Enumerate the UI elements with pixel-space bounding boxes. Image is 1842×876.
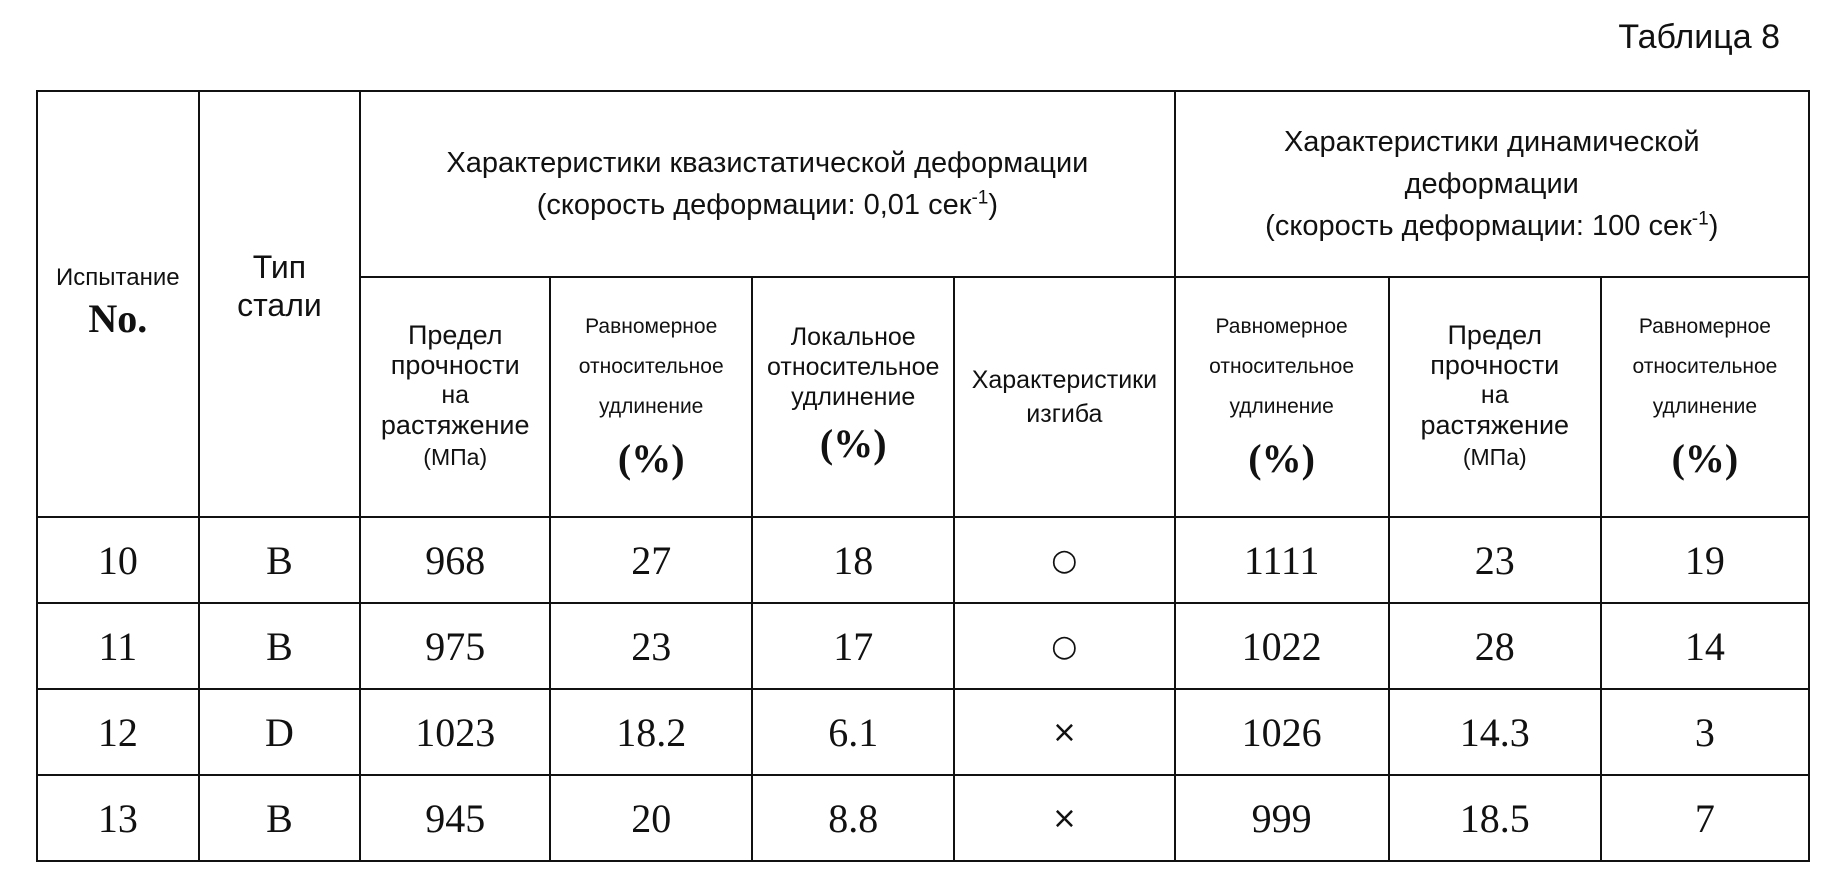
d-uniform1-l2: относительное: [1209, 355, 1355, 378]
cell-steel-type: B: [199, 775, 361, 861]
d-uniform2-l2: относительное: [1632, 355, 1778, 378]
cell-bend: ×: [954, 775, 1174, 861]
d-uniform2-unit: (%): [1671, 436, 1739, 481]
cell-test-no: 13: [37, 775, 199, 861]
cell-bend: ○: [954, 517, 1174, 603]
dynamic-close: ): [1708, 210, 1719, 242]
cell-test-no: 11: [37, 603, 199, 689]
q-tensile-l3: на: [441, 381, 470, 409]
quasistatic-close: ): [988, 189, 999, 221]
header-q-tensile: [360, 277, 550, 517]
cell-q-uniform: 20: [550, 775, 752, 861]
header-dynamic-group: [1175, 91, 1809, 277]
cell-q-local: 6.1: [752, 689, 954, 775]
cell-q-local: 17: [752, 603, 954, 689]
q-local-l1: Локальное: [790, 323, 916, 351]
cell-q-uniform: 18.2: [550, 689, 752, 775]
q-tensile-unit: (МПа): [423, 444, 488, 470]
header-q-local: [752, 277, 954, 517]
cell-q-tensile: 968: [360, 517, 550, 603]
q-uniform-l2: относительное: [578, 355, 724, 378]
cell-q-tensile: 975: [360, 603, 550, 689]
header-d-uniform2: [1601, 277, 1809, 517]
cell-d-uniform2: 14: [1601, 603, 1809, 689]
cell-d-uniform1: 1111: [1175, 517, 1389, 603]
q-bend-l1: Характеристики: [971, 366, 1158, 394]
dynamic-title-line1: Характеристики динамической: [1283, 126, 1700, 158]
cell-steel-type: B: [199, 517, 361, 603]
q-local-l2: относительное: [767, 353, 940, 381]
header-q-uniform: [550, 277, 752, 517]
cell-d-tensile: 28: [1389, 603, 1601, 689]
d-tensile-l2: прочности: [1430, 350, 1560, 380]
table-row: [37, 775, 1809, 861]
cell-q-local: 8.8: [752, 775, 954, 861]
table-row: [37, 603, 1809, 689]
cell-d-tensile: 14.3: [1389, 689, 1601, 775]
cell-d-uniform2: 3: [1601, 689, 1809, 775]
header-row-group: [37, 91, 1809, 277]
steel-type-line2: стали: [237, 287, 322, 323]
dynamic-title-line3: [1176, 205, 1808, 247]
cell-q-tensile: 1023: [360, 689, 550, 775]
q-bend-l2: изгиба: [1026, 400, 1103, 428]
q-tensile-l2: прочности: [390, 350, 520, 380]
d-uniform2-l3: удлинение: [1652, 395, 1758, 418]
cell-q-uniform: 23: [550, 603, 752, 689]
q-tensile-l4: растяжение: [380, 410, 530, 440]
cell-d-uniform2: 7: [1601, 775, 1809, 861]
cell-steel-type: D: [199, 689, 361, 775]
cell-steel-type: B: [199, 603, 361, 689]
quasistatic-title-line2: [361, 184, 1173, 226]
cell-d-uniform1: 1026: [1175, 689, 1389, 775]
header-q-bend: [954, 277, 1174, 517]
test-no-label: No.: [88, 296, 148, 341]
data-table: [36, 90, 1810, 862]
cell-bend: ○: [954, 603, 1174, 689]
dynamic-title-line2: деформации: [1404, 168, 1579, 200]
cell-d-uniform1: 1022: [1175, 603, 1389, 689]
table-row: [37, 517, 1809, 603]
quasistatic-title-line1: Характеристики квазистатической деформации: [446, 147, 1089, 179]
d-uniform1-l1: Равномерное: [1215, 315, 1348, 338]
d-tensile-l1: Предел: [1447, 320, 1542, 350]
q-uniform-l3: удлинение: [599, 395, 704, 418]
table-row: [37, 689, 1809, 775]
header-quasistatic-group: [360, 91, 1174, 277]
header-steel-type: [199, 91, 361, 517]
test-label: Испытание: [56, 264, 180, 291]
cell-d-uniform1: 999: [1175, 775, 1389, 861]
d-uniform1-unit: (%): [1248, 436, 1315, 481]
cell-d-tensile: 18.5: [1389, 775, 1601, 861]
table-caption: Таблица 8: [1618, 18, 1780, 56]
cell-d-tensile: 23: [1389, 517, 1601, 603]
q-uniform-l1: Равномерное: [585, 315, 718, 338]
dynamic-rate-text: (скорость деформации: 100 сек: [1265, 210, 1692, 242]
cell-d-uniform2: 19: [1601, 517, 1809, 603]
steel-type-line1: Тип: [252, 249, 307, 285]
d-tensile-l3: на: [1480, 381, 1509, 409]
d-uniform1-l3: удлинение: [1229, 395, 1334, 418]
header-d-uniform1: [1175, 277, 1389, 517]
header-test-no: [37, 91, 199, 517]
quasistatic-rate-text: (скорость деформации: 0,01 сек: [536, 189, 972, 221]
cell-q-local: 18: [752, 517, 954, 603]
q-tensile-l1: Предел: [407, 320, 503, 350]
d-tensile-unit: (МПа): [1462, 444, 1527, 470]
cell-q-uniform: 27: [550, 517, 752, 603]
q-local-l3: удлинение: [791, 383, 916, 411]
q-local-unit: (%): [819, 421, 887, 466]
quasistatic-exponent: -1: [971, 187, 989, 209]
header-d-tensile: [1389, 277, 1601, 517]
q-uniform-unit: (%): [617, 436, 685, 481]
dynamic-exponent: -1: [1691, 208, 1709, 230]
d-tensile-l4: растяжение: [1420, 410, 1570, 440]
cell-bend: ×: [954, 689, 1174, 775]
cell-test-no: 10: [37, 517, 199, 603]
d-uniform2-l1: Равномерное: [1638, 315, 1771, 338]
cell-test-no: 12: [37, 689, 199, 775]
cell-q-tensile: 945: [360, 775, 550, 861]
